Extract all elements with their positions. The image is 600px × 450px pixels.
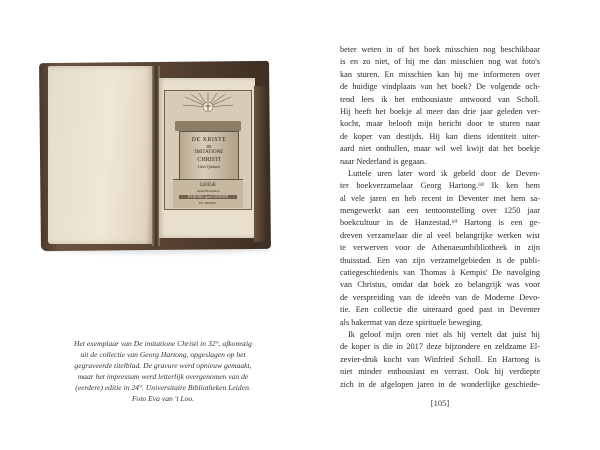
body-line: kan sturen. En misschien kan hij me informeren over [340, 69, 540, 79]
body-line: is en zo niet, of hij me dan misschien nog wat foto's [340, 57, 540, 67]
imprint-line-2: Apud Elzevirios [196, 189, 220, 193]
plate-line-3: IMITATIONE [194, 150, 224, 155]
body-line: als bakermat van deze spirituele beweging. [340, 317, 483, 327]
body-line: zevier-druk kocht van Winfried Scholl. En Hartong is [340, 354, 540, 364]
body-line: de koper van destijds. Hij kan diens identiteit uiter- [340, 131, 540, 141]
body-line: niet minder enthousiast en verrast. Ook hij verdiepte [340, 367, 540, 377]
page-number: [105] [430, 398, 450, 408]
body-line: thuisstad. Een van zijn verzamelgebieden is de publi- [340, 255, 540, 265]
body-line: al vele jaren en heb recent in Deventer met hem sa- [340, 193, 540, 203]
body-line: kocht, maar belooft mijn bericht door te sturen naar [340, 119, 540, 129]
body-line: aard niet onthullen, maar wil wel kwijt dat het boekje [340, 144, 540, 154]
caption-line: uit de collectie van Georg Hartong, opgeslagen op het [80, 350, 246, 359]
photo-caption [44, 338, 282, 404]
body-line: de verspreiding van de ideeën van de Moderne Devo- [340, 292, 540, 302]
body-line: tie. Een collectie die uiteraard goed past in Deventer [340, 305, 540, 315]
fore-edge [254, 86, 268, 242]
body-line: de huidige vindplaats van het boek? De volgende och- [340, 82, 540, 92]
caption-line: maar het impressum werd letterlijk overgenomen van de [77, 372, 249, 381]
body-line: Ik geloof mijn oren niet als hij vertelt dat juist hij [348, 329, 540, 339]
body-line: van Christus, omdat dat boek zo belangrijk was voor [340, 280, 540, 290]
body-line: catiegeschiedenis van Thomas à Kempis' De navolging [340, 268, 540, 278]
body-line: tend lees ik het enthousiaste antwoord van Scholl. [340, 94, 540, 104]
imprint-line-1: LEIDÆ [200, 183, 216, 188]
body-line: naar Nederland is gegaan. [340, 156, 427, 166]
body-line: zich in de afgelopen jaren in de wonderlijke geschiede- [340, 379, 540, 389]
body-line: ter boekverzamelaar Georg Hartong.⁶⁸ Ik ken hem [340, 181, 540, 191]
body-line: dreven verzamelaar die al veel belangrijke werken wist [340, 230, 540, 240]
title-pedestal [179, 131, 239, 181]
book-photograph [38, 56, 274, 266]
body-line: beter weten in of het boek misschien nog beschikbaar [340, 45, 540, 54]
caption-line: gegraveerde titelblad. De gravure werd opnieuw gemaakt, [74, 361, 252, 370]
body-line: mengewerkt aan een tentoonstelling over 1250 jaar [340, 206, 540, 216]
body-text [340, 44, 540, 391]
body-line: Hij heeft het boekje al meer dan drie jaar geleden ver- [340, 106, 540, 116]
plate-line-4: CHRISTI [197, 157, 221, 163]
plate-line-2: DE [206, 144, 212, 149]
caption-line: (eerdere) editie in 24°. Universitaire Bibliotheken Leiden. [75, 383, 251, 392]
imprint-line-3: PARISIIS apud ANSONI [179, 195, 237, 199]
imprint-block [173, 179, 243, 208]
engraved-title-plate [164, 90, 252, 210]
plate-line-1: DE XRISTE [191, 137, 227, 143]
caption-line: Foto Eva van 't Loo. [131, 394, 195, 403]
caption-line: Het exemplaar van De imitatione Christi in 32°, afkomstig [74, 339, 252, 348]
body-line: boekcultuur in de Hanzestad.⁶⁹ Hartong is een ge- [340, 218, 540, 228]
blank-left-leaf [48, 66, 154, 244]
body-line: de koper is die in 2017 deze bijzondere en zeldzame El- [340, 342, 540, 352]
plate-line-5: Libri Quatuor [197, 164, 221, 169]
radiant-halo-icon [183, 93, 233, 119]
imprint-line-4: ET JOANN. [199, 201, 217, 205]
body-line: Luttele uren later word ik gebeld door de Deven- [348, 168, 540, 178]
body-line: te verwerven voor de Athenaeumbibliotheek in zijn [340, 243, 540, 253]
pedestal-cornice [175, 121, 241, 131]
